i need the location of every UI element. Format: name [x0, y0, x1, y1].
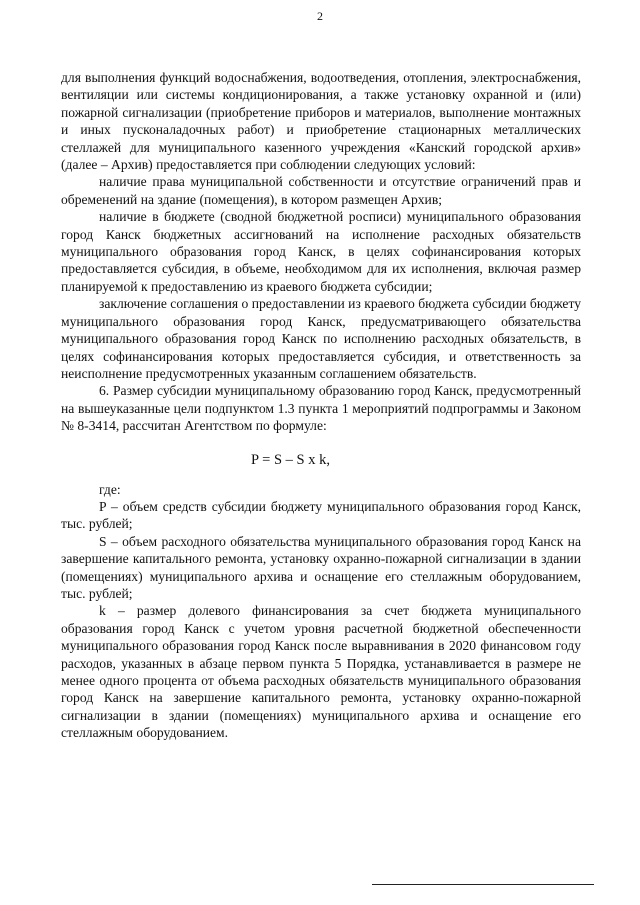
- where-label: где:: [99, 481, 121, 497]
- footer-rule: [372, 884, 594, 885]
- paragraph-condition-ownership: наличие права муниципальной собственности и отсутствие ограничений прав и обременений на здание (помещения), в котором размещен Архив;: [61, 174, 581, 207]
- paragraph-item-6: 6. Размер субсидии муниципальному образованию город Канск, предусмотренный на вышеуказанные цели подпунктом 1.3 пункта 1 мероприятий подпрограммы и Законом № 8-3414, рассчитан Агентством по формуле:: [61, 383, 581, 434]
- page-number: 2: [317, 9, 323, 23]
- document-body: [61, 69, 581, 742]
- definition-k: k – размер долевого финансирования за счет бюджета муниципального образования город Канск с учетом уровня расчетной бюджетной обеспеченности муниципального образования город Канск после выравнивания в 2020 финансовом году расходов, указанных в абзаце первом пункта 5 Порядка, устанавливается в размере не менее одного процента от объема расходных обязательств муниципального образования город Канск на завершение капитального ремонта, установку охранно-пожарной сигнализации в здании (помещениях) муниципального архива и оснащение его стеллажным оборудованием.: [61, 603, 581, 741]
- definition-s: S – объем расходного обязательства муниципального образования город Канск на завершение капитального ремонта, установку охранно-пожарной сигнализации в здании (помещениях) муниципального архива и оснащение его стеллажным оборудованием, тыс. рублей;: [61, 533, 581, 601]
- paragraph-condition-agreement: заключение соглашения о предоставлении из краевого бюджета субсидии бюджету муниципального образования город Канск, предусматривающего обязательства муниципального образования город Канск по исполнению расходных обязательств, в целях софинансирования которых предоставляется субсидия, и ответственность за неисполнение предусмотренных указанным соглашением обязательств.: [61, 296, 581, 381]
- definition-p: P – объем средств субсидии бюджету муниципального образования город Канск, тыс. рублей;: [61, 498, 581, 532]
- paragraph-condition-budget: наличие в бюджете (сводной бюджетной росписи) муниципального образования город Канск бюджетных ассигнований на исполнение расходных обязательств муниципального образования город Канск, в целях софинансирования которых предоставляется субсидия, в объеме, необходимом для их исполнения, включая размер планируемой к предоставлению из краевого бюджета субсидии;: [61, 209, 581, 294]
- subsidy-formula: P = S – S x k,: [251, 451, 330, 468]
- paragraph-continuation: для выполнения функций водоснабжения, водоотведения, отопления, электроснабжения, вентиляции или системы кондиционирования, а также установку охранной и (или) пожарной сигнализации (приобретение приборов и материалов, выполнение монтажных и иных пусконаладочных работ) и приобретение стационарных металлических стеллажей для муниципального казенного учреждения «Канский городской архив» (далее – Архив) предоставляется при соблюдении следующих условий:: [61, 70, 581, 173]
